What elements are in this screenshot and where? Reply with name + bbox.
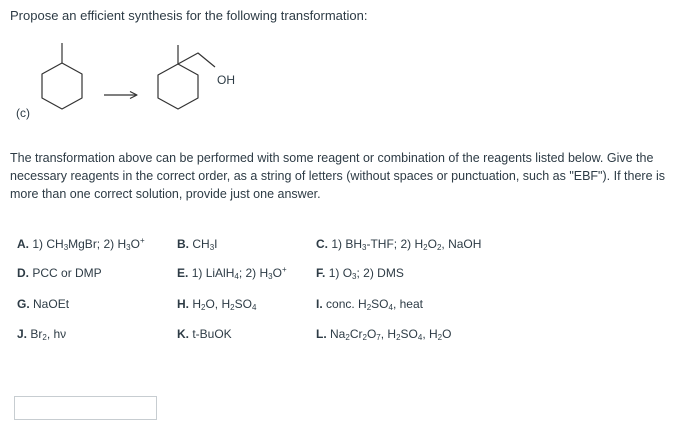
reagent-g: G. NaOEt — [17, 297, 70, 311]
reagent-b: B. $CH_3I$ — [177, 237, 218, 252]
reactant-cyclohexane-ring — [42, 63, 82, 109]
product-cyclohexane-ring — [158, 64, 198, 109]
reagent-h: H. $H_2O$, $H_2SO_4$ — [177, 297, 257, 312]
answer-input[interactable] — [14, 396, 157, 420]
reagent-a: A. 1) $CH_3MgBr$; 2) $H_3O^+$ — [17, 236, 145, 252]
instructions-text: The transformation above can be performed with some reagent or combination of the reagents listed below. Give the necessary reagents in the correct order, as a string of letters (without spaces or punctuation, such as "EBF"). If there is more than one correct solution, provide just one answer. — [10, 151, 666, 201]
reagent-i: I. conc. $H_2SO_4$, heat — [316, 297, 423, 312]
reagent-e: E. 1) LiAlH$_4$; 2) $H_3O^+$ — [177, 265, 287, 281]
product-oh-label: OH — [217, 73, 235, 87]
reagent-d: D. PCC or DMP — [17, 266, 102, 280]
reagent-j: J. $Br_2$, hν — [17, 327, 67, 342]
reagent-l: L. $Na_2Cr_2O_7$, $H_2SO_4$, $H_2O$ — [316, 327, 452, 342]
reaction-scheme-drawing — [0, 0, 686, 140]
reagent-k: K. t-BuOK — [177, 327, 232, 341]
reaction-scheme — [0, 0, 686, 140]
part-label: (c) — [16, 106, 30, 120]
reagent-f: F. 1) $O_3$; 2) DMS — [316, 266, 404, 281]
reagent-c: C. 1) $BH_3$-THF; 2) $H_2O_2$, NaOH — [316, 237, 482, 252]
question-prompt: Propose an efficient synthesis for the following transformation: — [10, 8, 368, 23]
product-ch2oh-bonds — [178, 53, 215, 67]
